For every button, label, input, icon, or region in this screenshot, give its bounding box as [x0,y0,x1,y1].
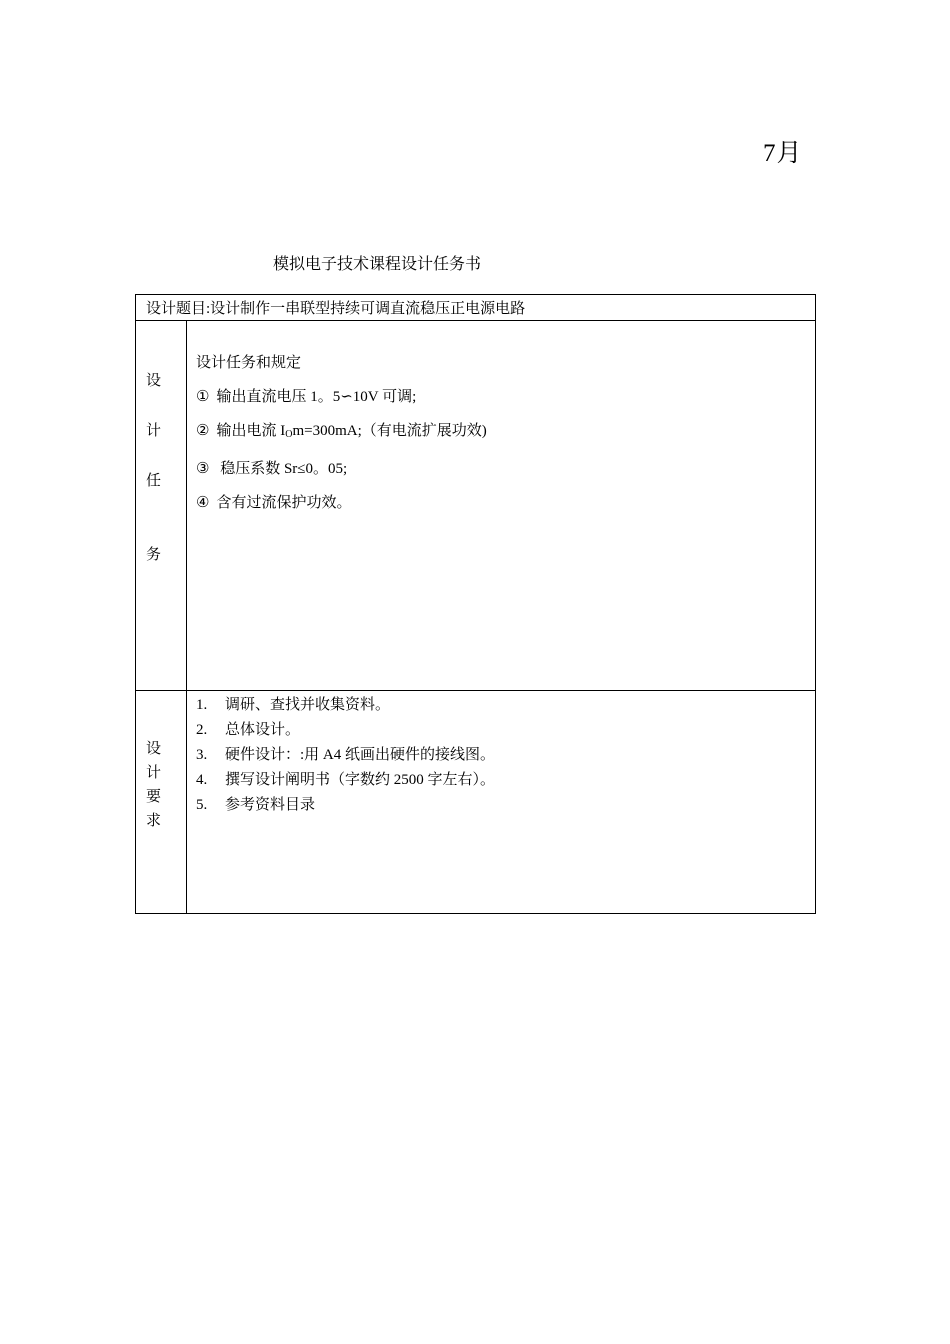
requirements-content-cell [187,691,816,914]
month-label: 7月 [763,140,803,167]
subject-row [136,295,816,321]
requirement-item [196,743,815,768]
requirements-label-char: 计 [146,765,162,781]
task-item [196,386,815,408]
tasks-label-char: 务 [146,547,162,563]
tasks-heading: 设计任务和规定 [196,355,302,371]
requirements-row [136,691,816,914]
requirement-item [196,793,815,818]
requirement-text: 调研、查找并收集资料。 [225,697,391,713]
requirement-number: 5. [196,797,208,813]
task-number: ③ [196,461,210,477]
requirement-number: 2. [196,722,208,738]
requirements-label-char: 设 [146,741,162,757]
task-item [196,420,815,446]
requirement-text: 参考资料目录 [225,797,316,813]
requirement-text: 总体设计。 [225,722,301,738]
tasks-label-char: 任 [146,473,162,489]
requirement-item [196,693,815,718]
requirement-number: 3. [196,747,208,763]
document-title: 模拟电子技术课程设计任务书 [273,256,482,273]
task-text: 含有过流保护功效。 [216,495,352,511]
task-text: m=300mA;（有电流扩展功效) [292,423,487,439]
task-number: ② [196,423,210,439]
task-number: ① [196,389,210,405]
tasks-row [136,321,816,691]
tasks-label-char: 计 [146,423,162,439]
task-text: 输出直流电压 1。5∽10V 可调; [216,389,417,405]
task-item [196,458,815,480]
requirement-text: 硬件设计：:用 A4 纸画出硬件的接线图。 [225,747,496,763]
task-text: 输出电流 I [216,423,286,439]
requirement-number: 4. [196,772,208,788]
task-text: 稳压系数 Sr≤0。05; [216,461,348,477]
requirement-item [196,768,815,793]
requirement-text: 撰写设计阐明书（字数约 2500 字左右）。 [225,772,496,788]
design-subject: 设计题目:设计制作一串联型持续可调直流稳压正电源电路 [136,295,816,321]
task-number: ④ [196,495,210,511]
task-item [196,492,815,514]
tasks-label-cell [136,321,187,691]
requirement-item [196,718,815,743]
tasks-content-cell [187,321,816,691]
task-subscript: O [285,429,293,440]
requirements-label-char: 要 [146,789,162,805]
requirements-label-char: 求 [146,813,162,829]
design-task-table [135,294,816,914]
requirement-number: 1. [196,697,208,713]
tasks-label-char: 设 [146,373,162,389]
requirements-label-cell [136,691,187,914]
